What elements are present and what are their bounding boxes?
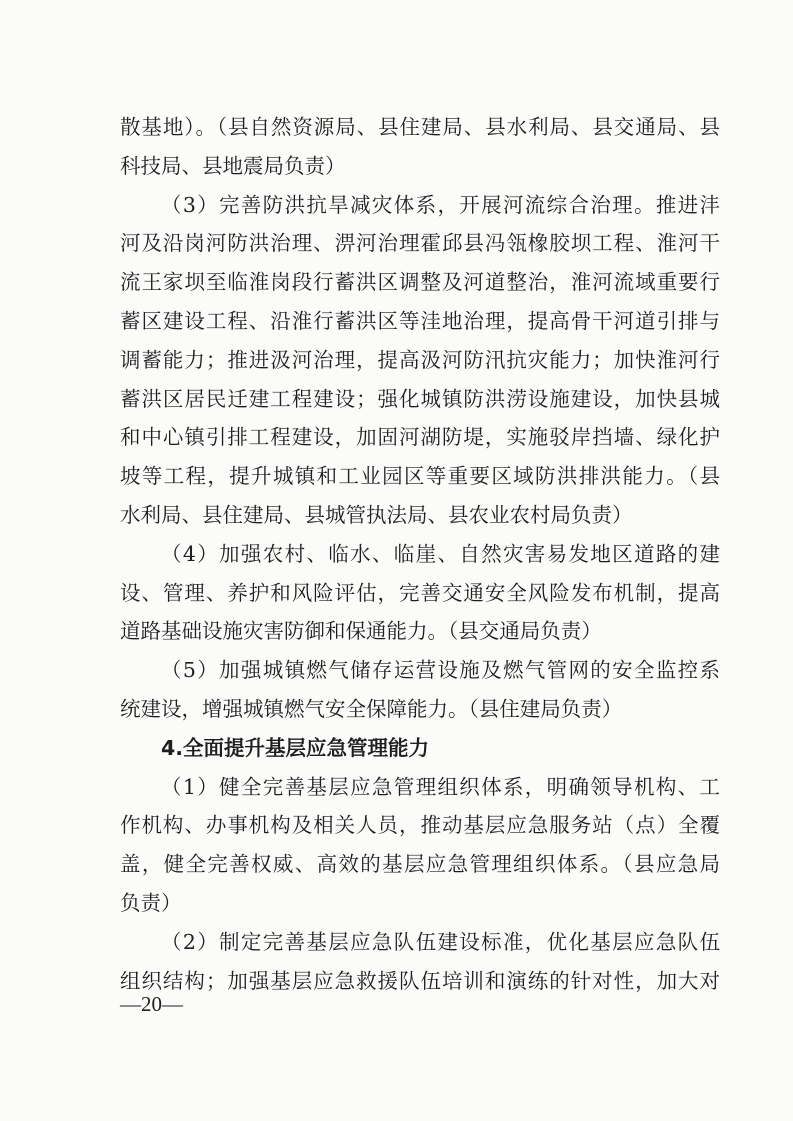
section-heading: 4.全面提升基层应急管理能力 [161,735,430,760]
text-line: 设、管理、养护和风险评估，完善交通安全风险发布机制，提高 [120,580,720,605]
page-number: —20— [120,992,183,1016]
text-line: 组织结构；加强基层应急救援队伍培训和演练的针对性，加大对 [120,968,720,993]
text-line: 盖，健全完善权威、高效的基层应急管理组织体系。（县应急局 [120,852,720,877]
text-line: 统建设，增强城镇燃气安全保障能力。（县住建局负责） [120,696,623,721]
text-line: 蓄洪区居民迁建工程建设；强化城镇防洪涝设施建设，加快县城 [120,386,720,411]
text-line: 散基地）。（县自然资源局、县住建局、县水利局、县交通局、县 [120,115,720,139]
text-line: 水利局、县住建局、县城管执法局、县农业农村局负责） [120,502,633,527]
paragraph-start-line: （2）制定完善基层应急队伍建设标准，优化基层应急队伍 [161,929,720,954]
document-body [120,108,720,1000]
paragraph-start-line: （4）加强农村、临水、临崖、自然灾害易发地区道路的建 [161,541,720,566]
text-line: 流王家坝至临淮岗段行蓄洪区调整及河道整治，淮河流域重要行 [120,270,720,295]
text-line: 坡等工程，提升城镇和工业园区等重要区域防洪排洪能力。（县 [120,464,720,489]
paragraph-start-line: （5）加强城镇燃气储存运营设施及燃气管网的安全监控系 [161,658,720,683]
paragraph-start-line: （3）完善防洪抗旱减灾体系，开展河流综合治理。推进沣 [161,192,720,217]
text-line: 负责） [120,890,182,915]
text-line: 调蓄能力；推进汲河治理，提高汲河防汛抗灾能力；加快淮河行 [120,347,720,372]
text-line: 和中心镇引排工程建设，加固河湖防堤，实施驳岸挡墙、绿化护 [120,425,720,450]
text-line: 作机构、办事机构及相关人员，推动基层应急服务站（点）全覆 [120,813,720,838]
text-line: 蓄区建设工程、沿淮行蓄洪区等洼地治理，提高骨干河道引排与 [120,308,720,333]
text-line: 科技局、县地震局负责） [120,153,346,178]
text-line: 河及沿岗河防洪治理、淠河治理霍邱县冯瓴橡胶坝工程、淮河干 [120,231,720,256]
paragraph-start-line: （1）健全完善基层应急管理组织体系，明确领导机构、工 [161,774,720,799]
text-line: 道路基础设施灾害防御和保通能力。（县交通局负责） [120,619,602,644]
